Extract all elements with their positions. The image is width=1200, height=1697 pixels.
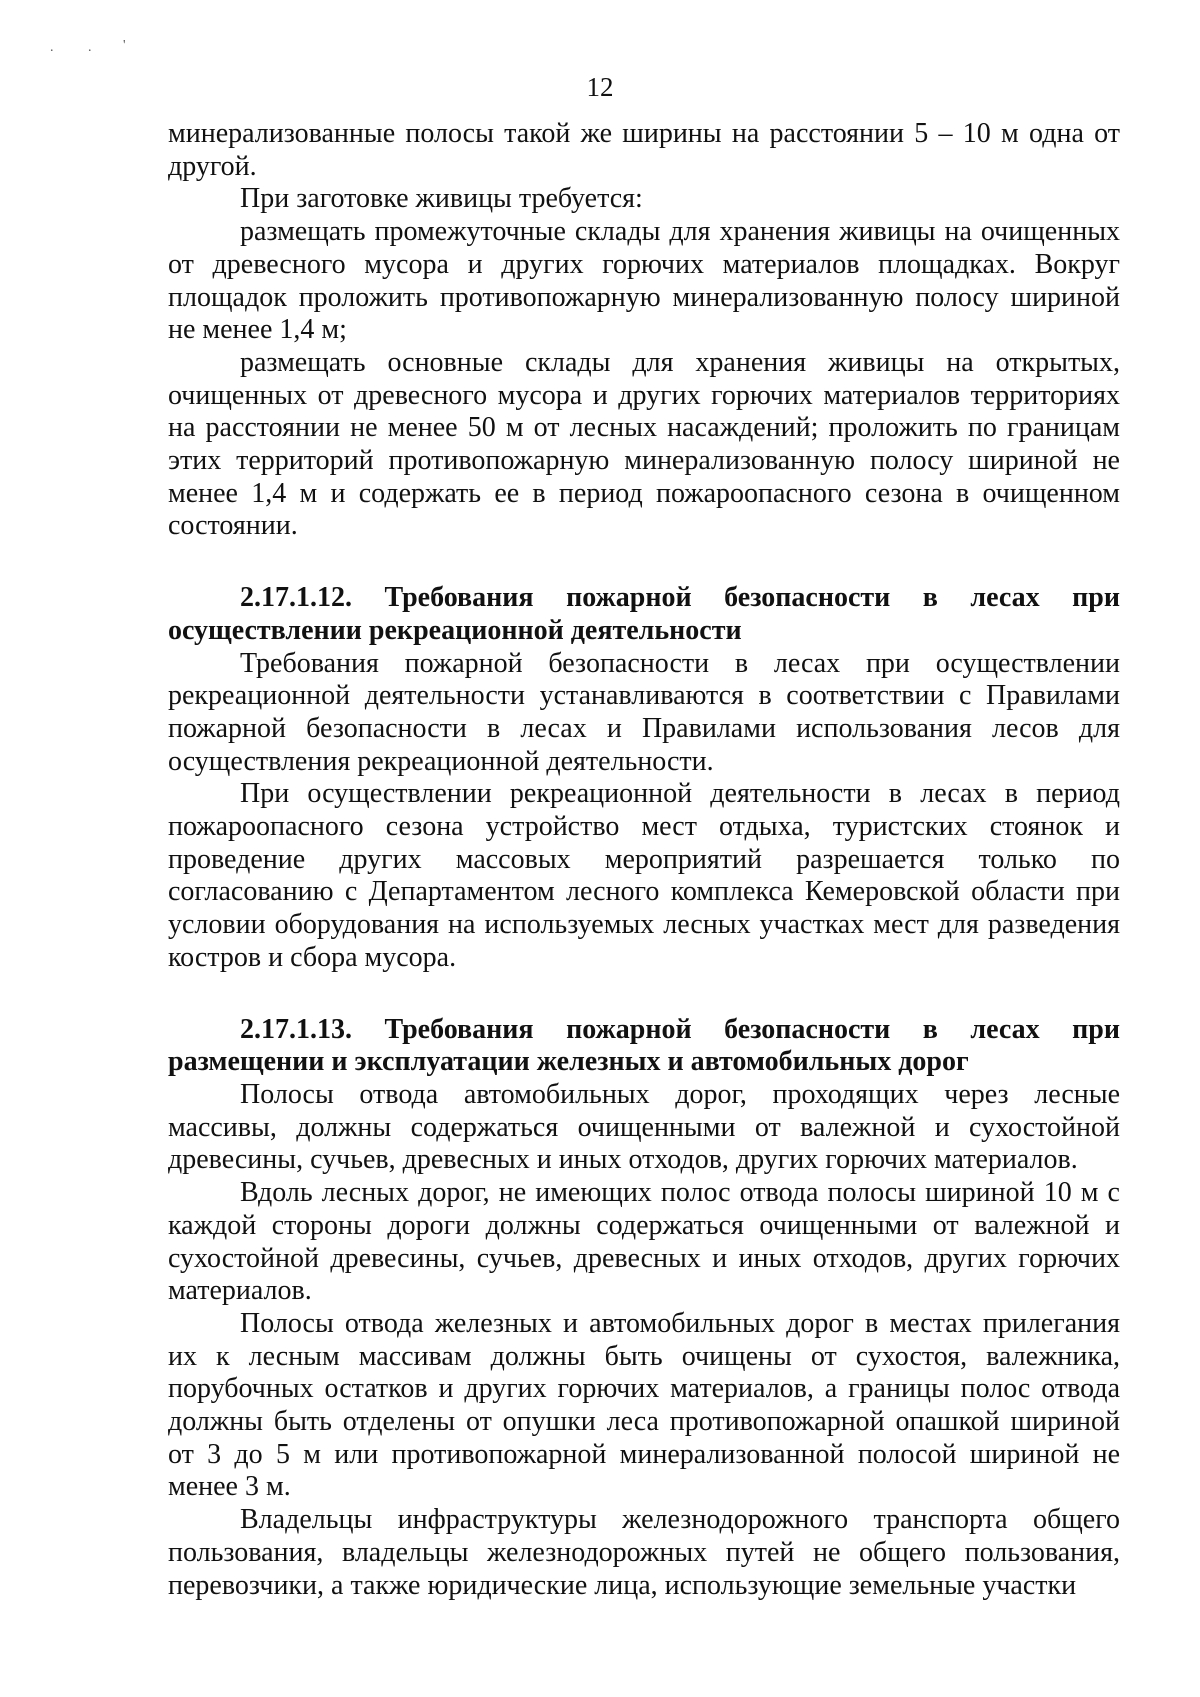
section-heading-recreation: 2.17.1.12. Требования пожарной безопасности в лесах при осуществлении рекреационной деятельности (168, 582, 1120, 646)
scan-speck: . (50, 40, 54, 55)
section-paragraph: При осуществлении рекреационной деятельности в лесах в период пожароопасного сезона устройство мест отдыха, туристских стоянок и проведение других массовых мероприятий разрешается только по согласованию с Департаментом лесного комплекса Кемеровской области при условии оборудования на используемых лесных участках мест для разведения костров и сбора мусора. (168, 778, 1120, 973)
section-paragraph: Вдоль лесных дорог, не имеющих полос отвода полосы шириной 10 м с каждой стороны дороги должны содержаться очищенными от валежной и сухостойной древесины, сучьев, древесных и иных отходов, других горючих материалов. (168, 1177, 1120, 1307)
continuation-paragraph: минерализованные полосы такой же ширины на расстоянии 5 – 10 м одна от другой. (168, 118, 1120, 182)
section-paragraph: Полосы отвода железных и автомобильных дорог в местах прилегания их к лесным массивам должны быть очищены от сухостоя, валежника, порубочных остатков и других горючих материалов, а границы полос отвода должны быть отделены от опушки леса противопожарной опашкой шириной от 3 до 5 м или противопожарной минерализованной полосой шириной не менее 3 м. (168, 1307, 1120, 1503)
scan-speck: ' (123, 38, 126, 53)
section-spacer (168, 975, 1120, 1014)
scan-speck: . (88, 40, 92, 55)
section-paragraph: Владельцы инфраструктуры железнодорожного транспорта общего пользования, владельцы железнодорожных путей не общего пользования, перевозчики, а также юридические лица, использующие земельные участки (168, 1504, 1120, 1601)
resin-requirements-intro: При заготовке живицы требуется: (240, 183, 643, 215)
page-number: 12 (586, 72, 614, 102)
document-body (168, 118, 1120, 1602)
section-paragraph: Полосы отвода автомобильных дорог, проходящих через лесные массивы, должны содержаться очищенными от валежной и сухостойной древесины, сучьев, древесных и иных отходов, других горючих материалов. (168, 1078, 1120, 1176)
resin-requirement-item: размещать промежуточные склады для хранения живицы на очищенных от древесного мусора и других горючих материалов площадках. Вокруг площадок проложить противопожарную минерализованную полосу шириной не менее 1,4 м; (168, 216, 1120, 346)
section-heading-roads: 2.17.1.13. Требования пожарной безопасности в лесах при размещении и эксплуатации железных и автомобильных дорог (168, 1013, 1120, 1078)
section-paragraph: Требования пожарной безопасности в лесах при осуществлении рекреационной деятельности устанавливаются в соответствии с Правилами пожарной безопасности в лесах и Правилами использования лесов для осуществления рекреационной деятельности. (168, 647, 1120, 777)
section-spacer (168, 543, 1120, 582)
resin-requirement-item: размещать основные склады для хранения живицы на открытых, очищенных от древесного мусора и других горючих материалов территориях на расстоянии не менее 50 м от лесных насаждений; проложить по границам этих территорий противопожарную минерализованную полосу шириной не менее 1,4 м и содержать ее в период пожароопасного сезона в очищенном состоянии. (168, 346, 1120, 542)
